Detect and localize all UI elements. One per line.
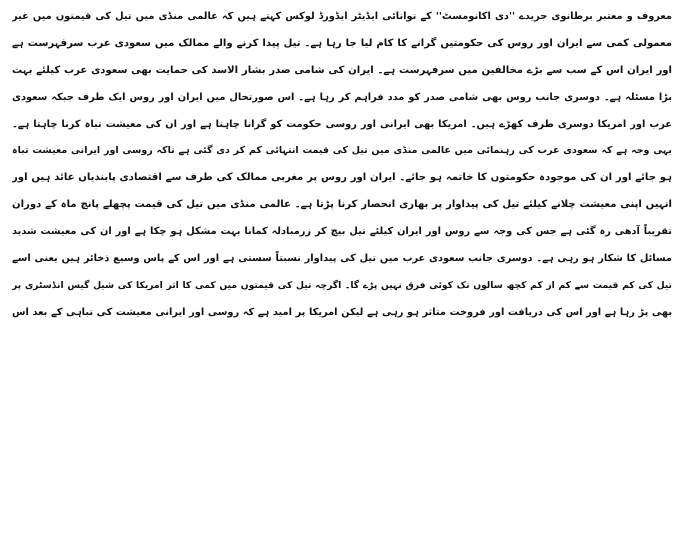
article-line: معمولی کمی سے ایران اور روس کی حکومتیں گرانے کا کام لیا جا رہا ہے۔ تیل پیدا کرنے والے ممالک میں سعودی عرب سرفہرست ہے xyxy=(12,37,672,49)
article-line: انہیں اپنی معیشت چلانے کیلئے تیل کی پیداوار پر بھاری انحصار کرنا پڑتا ہے۔ عالمی منڈی میں تیل کی قیمت پچھلے پانچ ماہ کے دوران xyxy=(12,199,672,211)
article-line: یہی وجہ ہے کہ سعودی عرب کی رہنمائی میں عالمی منڈی میں تیل کی قیمت انتہائی کم کر دی گئی ہے تاکہ روسی اور ایرانی معیشت تباہ xyxy=(12,145,672,157)
article-line: بھی پڑ رہا ہے اور اس کی دریافت اور فروخت متاثر ہو رہی ہے لیکن امریکا پر امید ہے کہ روسی اور ایرانی معیشت کی تباہی کے بعد اس xyxy=(12,306,672,318)
article-line: مسائل کا شکار ہو رہی ہے۔ دوسری جانب سعودی عرب میں تیل کی پیداوار نسبتاً سستی ہے اور اس کے پاس وسیع ذخائر ہیں یعنی اسے xyxy=(12,253,672,265)
article-line: معروف و معتبر برطانوی جریدے ''دی اکانومسٹ'' کے توانائی ایڈیٹر ایڈورڈ لوکس کہتے ہیں کہ عالمی منڈی میں تیل کی قیمتوں میں غیر xyxy=(12,11,672,22)
article-line: تیل کی کم قیمت سے کم از کم کچھ سالوں تک کوئی فرق نہیں پڑے گا۔ اگرچہ تیل کی قیمتوں میں کمی کا اثر امریکا کی شیل گیس انڈسٹری پر xyxy=(12,279,672,291)
article-line: تقریباً آدھی رہ گئی ہے جس کی وجہ سے روس اور ایران کیلئے تیل بیچ کر زرمبادلہ کمانا بہت مشکل ہو چکا ہے اور ان کی معیشت شدید xyxy=(12,226,672,238)
article-line: اور ایران اس کے سب سے بڑے مخالفین میں سرفہرست ہے۔ ایران کی شامی صدر بشار الاسد کی حمایت بھی سعودی عرب کیلئے بہت xyxy=(12,64,672,76)
article-line: بڑا مسئلہ ہے۔ دوسری جانب روس بھی شامی صدر کو مدد فراہم کر رہا ہے۔ اس صورتحال میں ایران اور روس ایک طرف جبکہ سعودی xyxy=(12,91,672,103)
article-line: ہو جائے اور ان کی موجودہ حکومتوں کا خاتمہ ہو جائے۔ ایران اور روس پر مغربی ممالک کی طرف سے اقتصادی پابندیاں عائد ہیں اور xyxy=(12,172,672,184)
article-line: عرب اور امریکا دوسری طرف کھڑے ہیں۔ امریکا بھی ایرانی اور روسی حکومت کو گرانا چاہتا ہے اور ان کی معیشت تباہ کرنا چاہتا ہے۔ xyxy=(12,118,672,130)
